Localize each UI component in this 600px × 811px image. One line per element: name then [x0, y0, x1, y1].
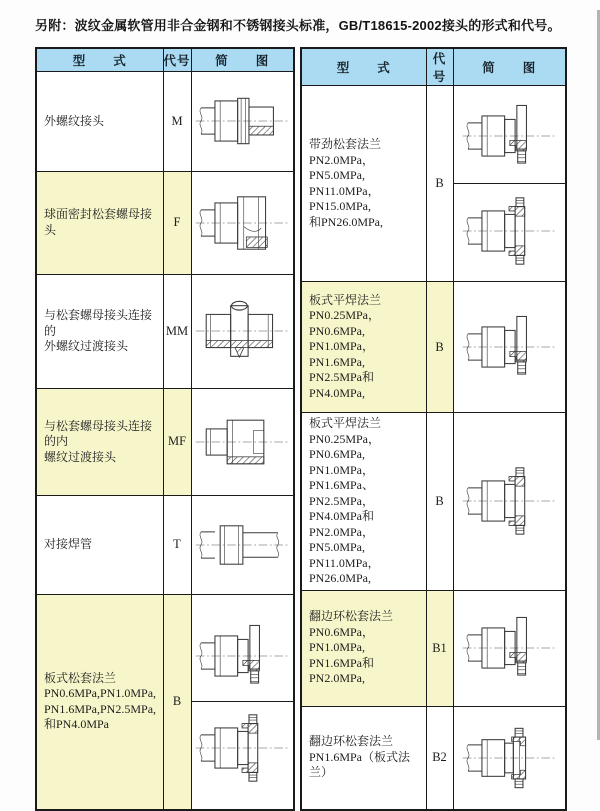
- code-cell: B: [426, 86, 453, 282]
- type-line: 螺纹过渡接头: [44, 449, 117, 464]
- header-code-cell: 代号: [426, 48, 453, 86]
- plate-loose-flange-both-diagram: [194, 713, 290, 783]
- table-row: [36, 389, 294, 495]
- type-cell: [36, 595, 163, 810]
- type-line: PN11.0MPa，PN26.0MPa,: [309, 555, 380, 585]
- diagram-cell: [191, 495, 294, 595]
- type-cell: [301, 590, 426, 706]
- type-line: PN0.6MPa，PN1.0MPa,: [309, 624, 375, 655]
- table-row: [36, 274, 294, 388]
- header-row: [36, 48, 294, 72]
- table-row: [301, 590, 566, 706]
- type-cell: [36, 72, 163, 172]
- diagram-cell: [191, 389, 294, 495]
- neck-loose-flange-both-diagram: [461, 196, 557, 266]
- type-cell: [36, 171, 163, 274]
- header-type-cell: 型 式: [301, 48, 426, 86]
- table-row: [301, 413, 566, 591]
- type-cell: [301, 706, 426, 810]
- type-cell: [301, 413, 426, 591]
- spherical-seal-loose-nut-joint-diagram: [194, 188, 290, 258]
- diagram-cell: [191, 72, 294, 172]
- diagram-single-cell: [454, 285, 566, 409]
- diagram-single-cell: [192, 398, 294, 485]
- diagram-sub-cell: [454, 183, 566, 278]
- diagram-sub-cell: [192, 701, 294, 793]
- type-cell: [36, 495, 163, 595]
- plate-loose-flange-top-diagram: [194, 621, 290, 691]
- flanged-ring-loose-flange-diagram: [461, 723, 557, 793]
- code-cell: B: [426, 413, 453, 591]
- diagram-cell: [453, 282, 566, 413]
- code-cell: B: [426, 282, 453, 413]
- table-row: [301, 86, 566, 282]
- table-row: [301, 706, 566, 810]
- type-line: 带劲松套法兰: [309, 137, 382, 151]
- type-line: PN1.0MPa，PN1.6MPa,: [309, 339, 375, 369]
- type-line: 板式平焊法兰: [309, 416, 382, 430]
- diagram-cell: [453, 706, 566, 810]
- code-cell: B2: [426, 706, 453, 810]
- diagram-single-cell: [192, 284, 294, 378]
- diagram-stack: [454, 89, 566, 278]
- code-cell: B: [163, 595, 191, 810]
- type-line: 与松套螺母接头连接的内: [44, 418, 153, 449]
- diagram-single-cell: [454, 455, 566, 547]
- type-cell: [36, 274, 163, 388]
- type-line: 翻边环松套法兰: [309, 609, 394, 624]
- diagram-single-cell: [192, 81, 294, 162]
- diagram-cell: [453, 590, 566, 706]
- type-line: PN0.6MPa,PN1.0MPa,: [44, 686, 157, 701]
- tables-container: [35, 47, 600, 811]
- type-line: 对接焊管: [44, 537, 93, 552]
- table-row: [301, 282, 566, 413]
- code-cell: F: [163, 171, 191, 274]
- type-line: 外螺纹接头: [44, 113, 105, 128]
- type-line: 和PN26.0MPa,: [309, 214, 384, 229]
- type-line: 翻边环松套法兰: [309, 734, 394, 749]
- table-row: [36, 495, 294, 595]
- code-cell: B1: [426, 590, 453, 706]
- type-line: PN1.0MPa，PN1.6MPa、: [309, 462, 375, 492]
- butt-weld-pipe-diagram: [194, 510, 290, 580]
- table-row: [36, 72, 294, 172]
- type-line: PN11.0MPa，PN15.0MPa,: [309, 183, 380, 213]
- type-line: 板式平焊法兰: [309, 292, 382, 307]
- diagram-stack: [192, 611, 294, 793]
- type-line: PN1.6MPa和PN2.0MPa,: [309, 655, 375, 686]
- diagram-single-cell: [192, 504, 294, 585]
- diagram-cell: [191, 171, 294, 274]
- type-cell: [301, 282, 426, 413]
- type-cell: [36, 389, 163, 495]
- diagram-single-cell: [192, 181, 294, 265]
- table-row: [36, 171, 294, 274]
- neck-loose-flange-top-diagram: [461, 101, 557, 171]
- type-line: PN0.25MPa，PN0.6MPa,: [309, 308, 381, 338]
- header-row: [301, 48, 566, 86]
- type-line: 和PN4.0MPa: [44, 717, 110, 732]
- diagram-cell: [191, 274, 294, 388]
- diagram-cell: [453, 413, 566, 591]
- doc-title: 另附：波纹金属软管用非合金钢和不锈钢接头标准，GB/T18615-2002接头的形式和代号。: [35, 18, 561, 33]
- type-line: PN2.5MPa，PN4.0MPa和: [309, 493, 375, 523]
- diagram-cell: [191, 595, 294, 810]
- header-diagram-cell: 简 图: [191, 48, 294, 72]
- male-male-adapter-diagram: [194, 296, 290, 366]
- plate-weld-flange-both-diagram: [461, 466, 557, 536]
- type-cell: [301, 86, 426, 282]
- type-line: 外螺纹过渡接头: [44, 339, 129, 354]
- diagram-sub-cell: [454, 89, 566, 183]
- plate-weld-flange-top-diagram: [461, 312, 557, 382]
- table-row: [36, 595, 294, 810]
- male-threaded-joint-diagram: [194, 86, 290, 156]
- header-diagram-cell: 简 图: [453, 48, 566, 86]
- diagram-sub-cell: [192, 611, 294, 702]
- joint-table-right: [300, 47, 567, 811]
- male-female-adapter-diagram: [194, 407, 290, 477]
- type-line: PN1.6MPa（板式法兰）: [309, 749, 411, 780]
- type-line: PN1.6MPa,PN2.5MPa,: [44, 701, 157, 716]
- diagram-cell: [453, 86, 566, 282]
- joint-table-left: [35, 47, 295, 811]
- diagram-single-cell: [454, 710, 566, 806]
- type-line: 与松套螺母接头连接的: [44, 308, 153, 338]
- header-type-cell: 型 式: [36, 48, 163, 72]
- code-cell: MF: [163, 389, 191, 495]
- code-cell: M: [163, 72, 191, 172]
- type-line: 球面密封松套螺母接头: [44, 207, 153, 237]
- code-cell: T: [163, 495, 191, 595]
- type-line: PN2.0MPa，PN5.0MPa,: [309, 524, 375, 554]
- type-line: 板式松套法兰: [44, 670, 117, 685]
- header-code-cell: 代号: [163, 48, 191, 72]
- type-line: PN2.5MPa和PN4.0MPa,: [309, 370, 375, 400]
- type-line: PN0.25MPa，PN0.6MPa,: [309, 431, 381, 461]
- flanged-ring-loose-flange-top-diagram: [461, 613, 557, 683]
- type-line: PN2.0MPa，PN5.0MPa,: [309, 152, 375, 182]
- code-cell: MM: [163, 274, 191, 388]
- diagram-single-cell: [454, 594, 566, 703]
